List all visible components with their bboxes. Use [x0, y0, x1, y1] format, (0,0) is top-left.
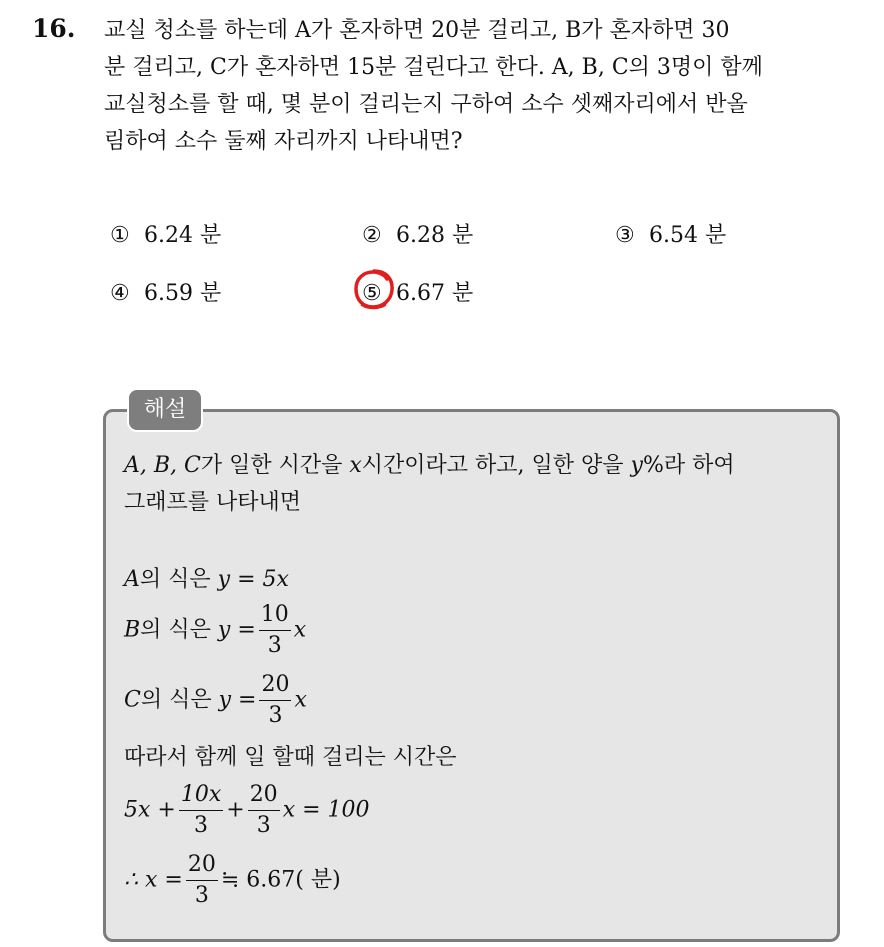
together-line: 따라서 함께 일 할때 걸리는 시간은: [124, 745, 457, 770]
denominator: 3: [194, 813, 209, 838]
intro-vars: A, B, C: [124, 453, 201, 478]
answer-lhs: ∴ x =: [124, 867, 183, 893]
question-text: [104, 12, 864, 160]
eq-lhs: y =: [217, 617, 256, 643]
intro-text: 가 일한 시간을: [200, 453, 350, 478]
fraction: [186, 850, 218, 911]
sum-tail: x = 100: [282, 797, 370, 823]
choice-4[interactable]: [110, 276, 221, 307]
fraction: [259, 670, 291, 731]
intro-text: 시간이라고 하고, 일한 양을: [361, 453, 631, 478]
denominator: 3: [256, 813, 271, 838]
choice-text: 6.59 분: [144, 281, 222, 306]
eq-var: C: [124, 687, 141, 713]
denominator: 3: [267, 633, 282, 658]
choice-number: ⑤: [362, 281, 382, 306]
eq-x: x: [294, 687, 307, 713]
answer-equation: [124, 850, 341, 911]
answer-tail: ≒ 6.67( 분): [220, 867, 341, 893]
eq-expr: y = 5x: [217, 567, 289, 592]
choice-1[interactable]: [110, 218, 221, 249]
choice-number: ③: [615, 223, 635, 248]
eq-text: 의 식은: [140, 687, 219, 713]
sum-term: 5x +: [124, 797, 176, 823]
question-line: 림하여 소수 둘째 자리까지 나타내면?: [104, 129, 463, 154]
numerator: 20: [248, 780, 280, 811]
eq-text: 의 식은: [140, 617, 218, 643]
sum-equation: [124, 780, 370, 841]
choice-number: ④: [110, 281, 130, 306]
choice-text: 6.54 분: [649, 223, 727, 248]
question-line: 교실 청소를 하는데 A가 혼자하면 20분 걸리고, B가 혼자하면 30: [104, 18, 730, 43]
question-line: 교실청소를 할 때, 몇 분이 걸리는지 구하여 소수 셋째자리에서 반올: [104, 92, 748, 117]
fraction: [259, 600, 291, 661]
equation-b: [124, 600, 306, 661]
eq-x: x: [293, 617, 307, 643]
fraction: [248, 780, 280, 841]
choice-3[interactable]: [615, 218, 726, 249]
intro-x: x: [349, 453, 362, 478]
plus-sign: +: [226, 797, 245, 823]
denominator: 3: [194, 883, 209, 908]
question-line: 분 걸리고, C가 혼자하면 15분 걸린다고 한다. A, B, C의 3명이 함께: [104, 55, 763, 80]
numerator: 10: [259, 600, 291, 631]
choice-text: 6.28 분: [396, 223, 474, 248]
numerator: 20: [259, 670, 291, 701]
equation-c: [124, 670, 307, 731]
fraction: [179, 780, 223, 841]
choice-text: 6.24 분: [144, 223, 222, 248]
choice-2[interactable]: [362, 218, 473, 249]
choice-number: ①: [110, 223, 130, 248]
choice-text: 6.67 분: [396, 281, 474, 306]
numerator: 10x: [179, 780, 223, 811]
eq-var: B: [124, 617, 141, 643]
eq-var: A: [124, 567, 140, 592]
eq-lhs: y =: [218, 687, 257, 713]
denominator: 3: [268, 703, 283, 728]
equation-a: [124, 562, 289, 593]
question-number: 16.: [32, 14, 76, 43]
answer-circle-mark: [352, 267, 396, 311]
eq-text: 의 식은: [139, 567, 218, 592]
solution-intro-line-2: 그래프를 나타내면: [124, 490, 302, 515]
intro-text: %라 하여: [642, 453, 735, 478]
intro-y: y: [630, 453, 643, 478]
solution-intro-line: [124, 448, 735, 479]
choice-number: ②: [362, 223, 382, 248]
solution-tag: 해설: [127, 388, 203, 432]
numerator: 20: [186, 850, 218, 881]
